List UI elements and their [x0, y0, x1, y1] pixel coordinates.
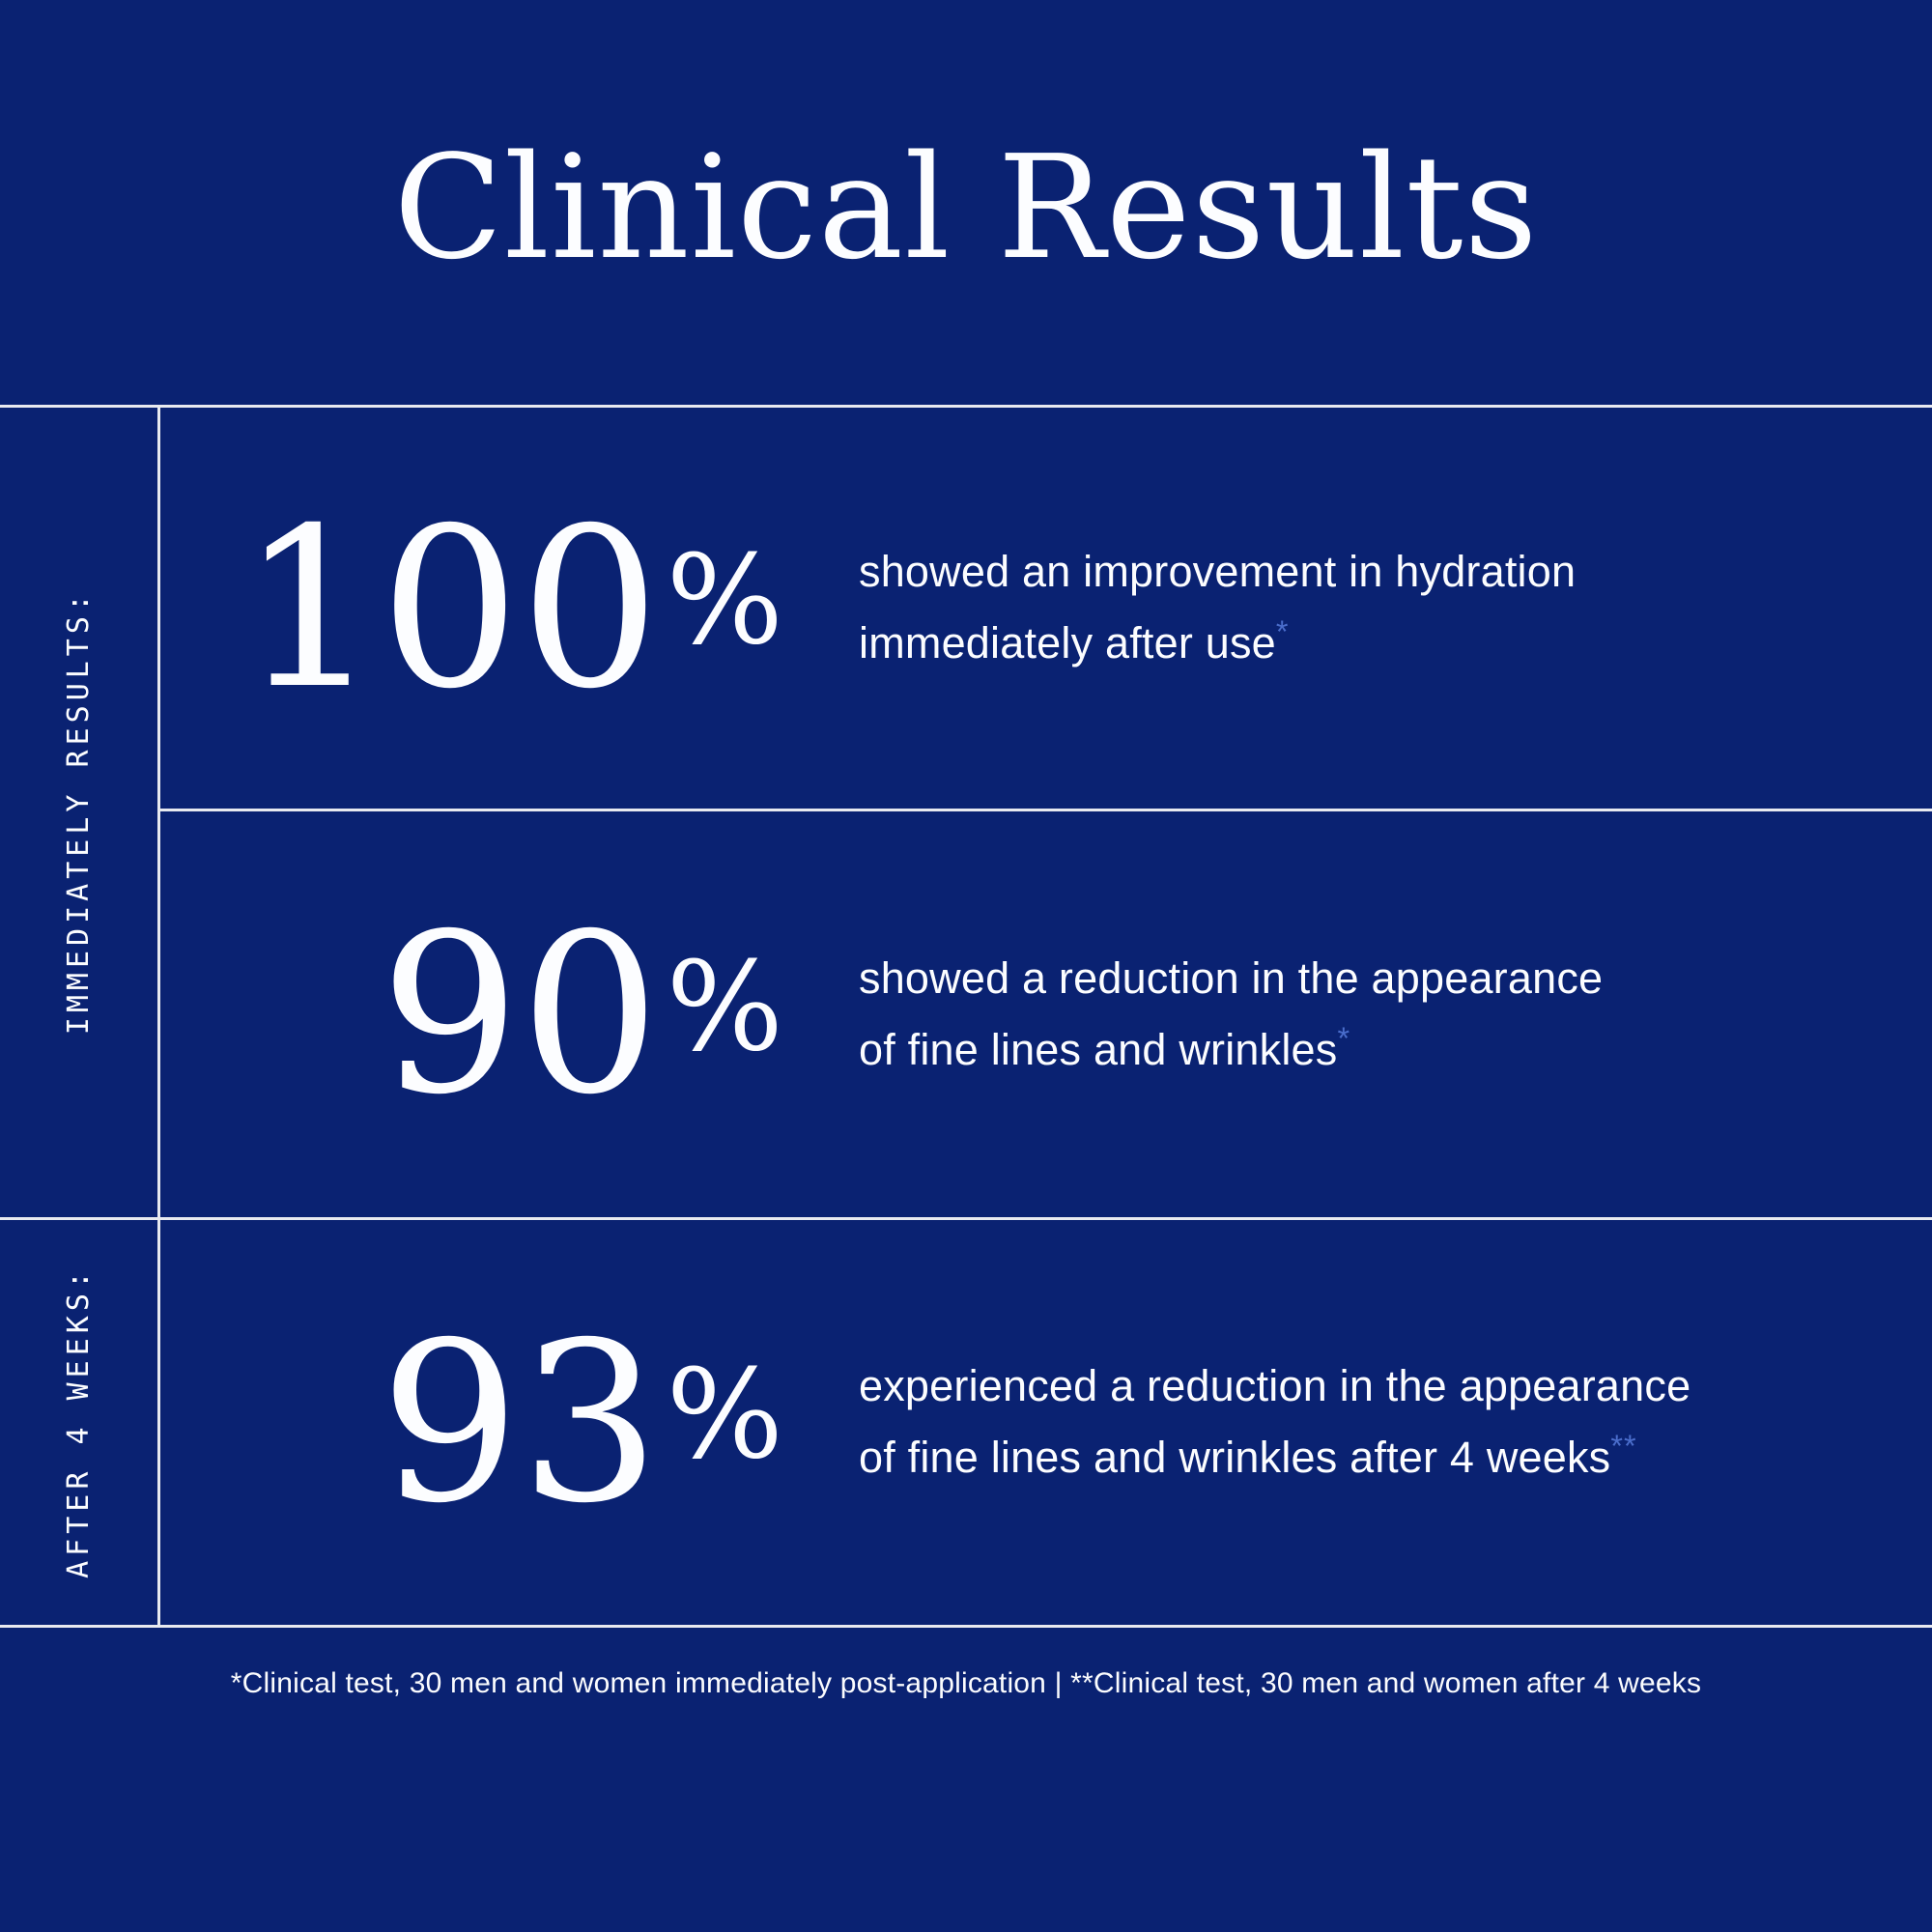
stat-value [160, 886, 783, 1143]
description-line: experienced a reduction in the appearance [859, 1361, 1691, 1411]
stat-number: 100 [240, 479, 661, 737]
footnote-mark: * [1275, 614, 1290, 650]
stat-value [160, 479, 783, 737]
footnote-mark: ** [1610, 1429, 1637, 1464]
description-line: showed a reduction in the appearance [859, 952, 1604, 1003]
stat-description [859, 949, 1603, 1080]
section-immediately [0, 408, 160, 1220]
results-table [0, 405, 1932, 1628]
stat-value [160, 1293, 783, 1551]
title-band [0, 0, 1932, 405]
table-row [160, 811, 1932, 1220]
footnote-mark: * [1337, 1020, 1351, 1056]
description-line: of fine lines and wrinkles after 4 weeks** [859, 1429, 1637, 1483]
description-line: of fine lines and wrinkles* [859, 1020, 1351, 1075]
stat-description [859, 1356, 1690, 1488]
description-line: immediately after use* [859, 614, 1290, 668]
stat-description [859, 542, 1576, 673]
stat-number: 93 [380, 1293, 661, 1551]
section-label-immediately: IMMEDIATELY RESULTS: [62, 589, 96, 1036]
page-title: Clinical Results [393, 124, 1539, 291]
section-label-after-4-weeks: AFTER 4 WEEKS: [62, 1266, 96, 1578]
percent-sign: % [666, 528, 783, 673]
percent-sign: % [666, 1343, 783, 1488]
footnote-text: *Clinical test, 30 men and women immediately post-application | **Clinical test, 30 men and women after 4 weeks [230, 1667, 1702, 1699]
stat-number: 90 [380, 886, 661, 1143]
percent-sign: % [666, 934, 783, 1079]
table-row [160, 1220, 1932, 1625]
table-row [160, 408, 1932, 811]
section-after-4-weeks [0, 1220, 160, 1625]
description-line: showed an improvement in hydration [859, 547, 1577, 597]
